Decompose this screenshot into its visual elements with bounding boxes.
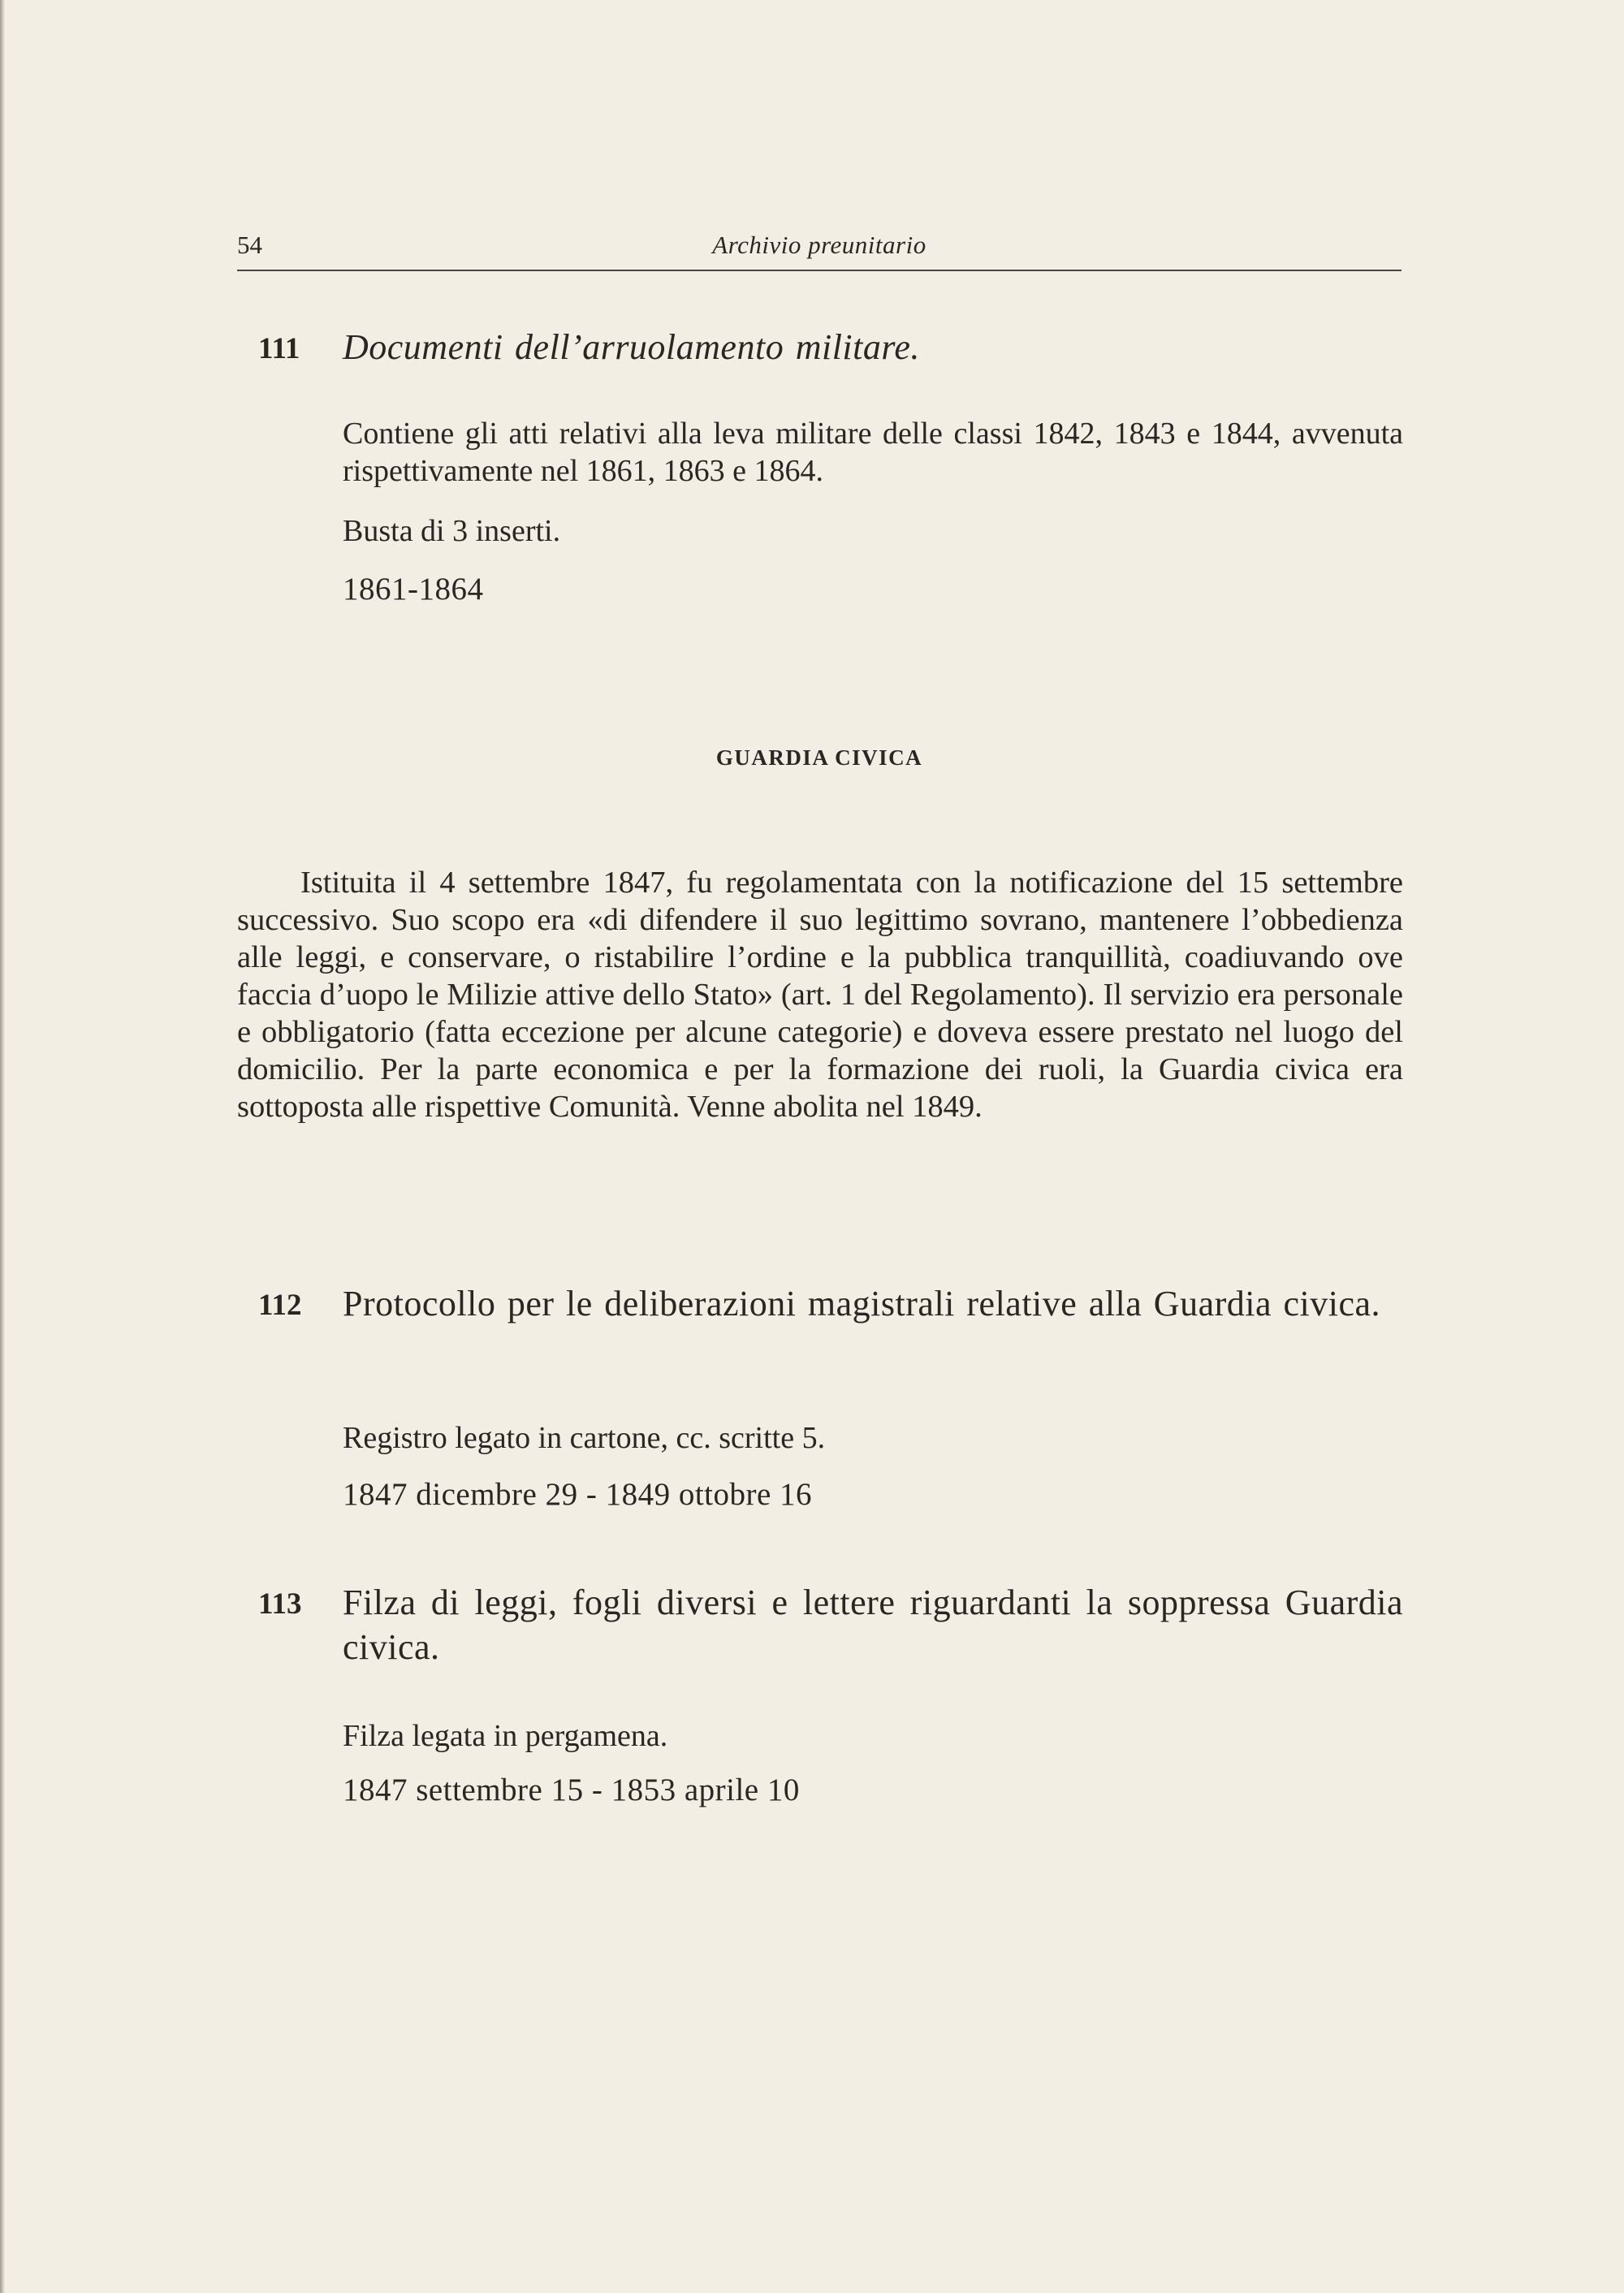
entry-dates: 1861-1864 [343, 572, 484, 607]
entry-number: 112 [258, 1289, 302, 1322]
section-intro-paragraph: Istituita il 4 settembre 1847, fu regolamentata con la notificazione del 15 settembre successivo. Suo scopo era «di difendere il suo legittimo sovrano, mantenere l’obbedienza alle leggi, e conservare, o ristabilire l’ordine e la pubblica tranquillità, coadiuvando ove faccia d’uopo le Milizie attive dello Stato» (art. 1 del Regolamento). Il servizio era personale e obbligatorio (fatta eccezione per alcune categorie) e doveva essere prestato nel luogo del domicilio. Per la parte economica e per la formazione dei ruoli, la Guardia civica era sottoposta alle rispettive Comunità. Venne abolita nel 1849. [237, 866, 1403, 1124]
entry-number: 111 [258, 332, 300, 365]
running-header [237, 231, 1402, 271]
section-heading: GUARDIA CIVICA [715, 745, 923, 770]
entry-physical-description: Registro legato in cartone, cc. scritte 5. [343, 1421, 826, 1455]
running-title: Archivio preunitario [712, 231, 926, 259]
entry-description: Contiene gli atti relativi alla leva militare delle classi 1842, 1843 e 1844, avvenuta rispettivamente nel 1861, 1863 e 1864. [343, 417, 1403, 488]
entry-title: Filza di leggi, fogli diversi e lettere riguardanti la soppressa Guardia civica. [343, 1583, 1403, 1667]
entry-physical-description: Busta di 3 inserti. [343, 514, 561, 548]
entry-number: 113 [258, 1587, 302, 1621]
entry-dates: 1847 settembre 15 - 1853 aprile 10 [343, 1773, 800, 1807]
page-number: 54 [237, 231, 262, 259]
page-edge-shadow [0, 0, 5, 2293]
entry-dates: 1847 dicembre 29 - 1849 ottobre 16 [343, 1477, 813, 1512]
entry-title: Protocollo per le deliberazioni magistrali relative alla Guardia civica. [343, 1284, 1381, 1324]
entry-physical-description: Filza legata in pergamena. [343, 1719, 668, 1753]
entry-title: Documenti dell’arruolamento militare. [343, 327, 920, 367]
